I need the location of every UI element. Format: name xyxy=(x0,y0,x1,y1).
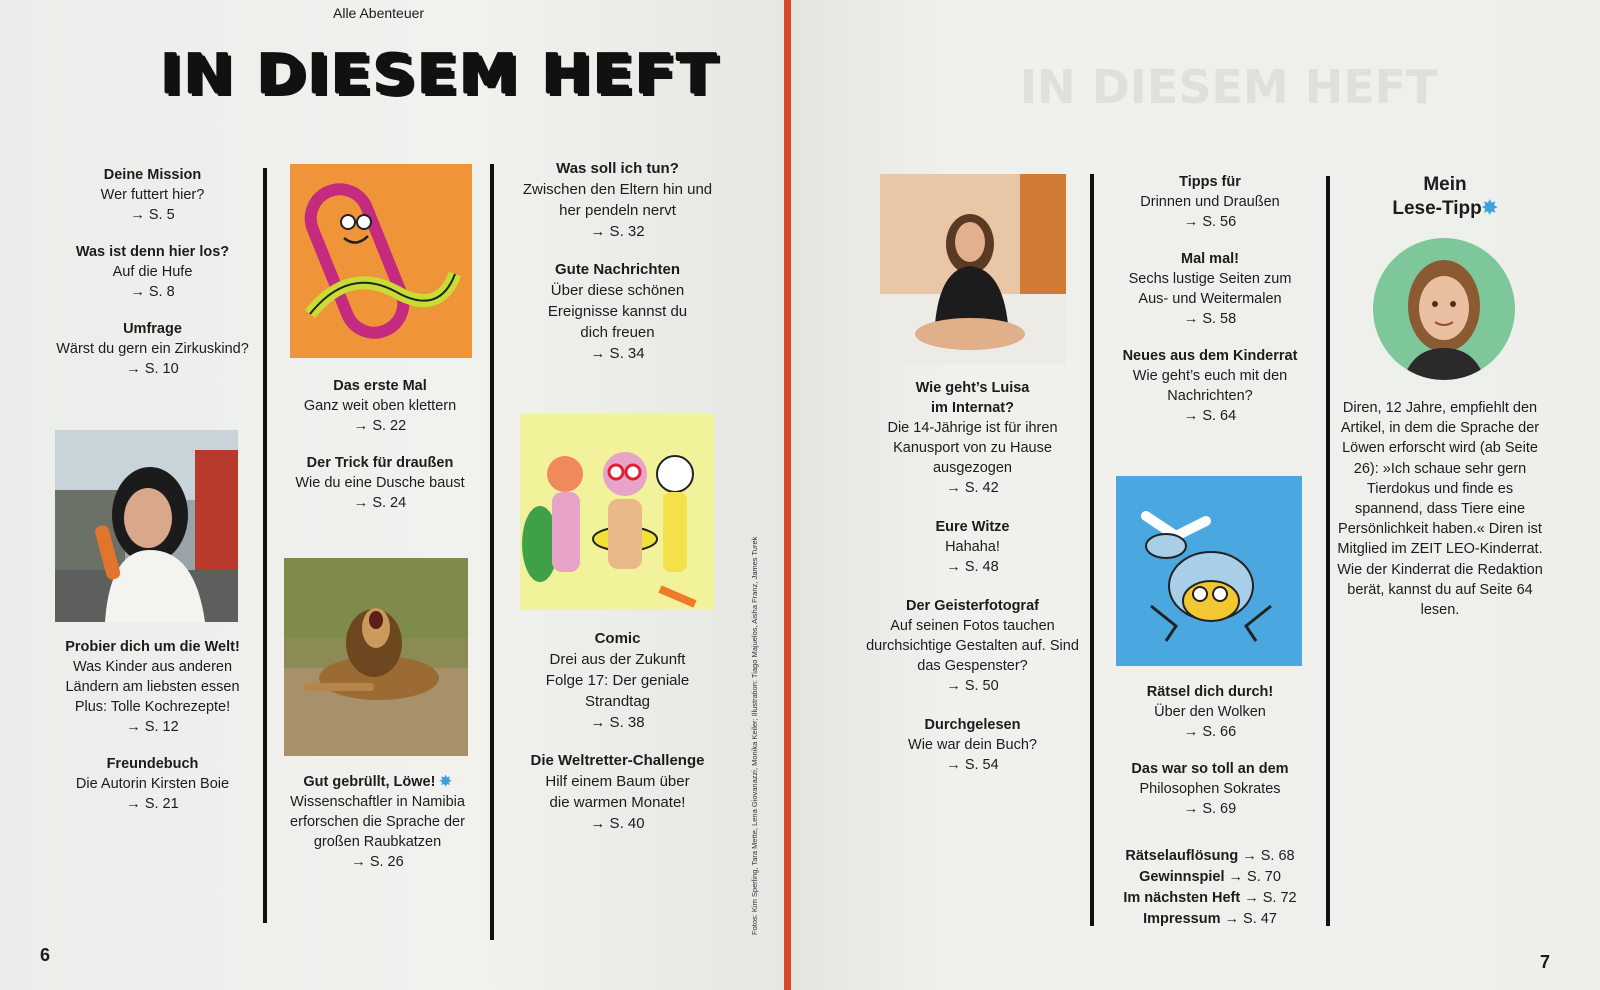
toc-entry[interactable] xyxy=(505,628,730,733)
entry-desc: Drei aus der Zukunft Folge 17: Der geniale Strandtag xyxy=(545,651,690,710)
toc-entry[interactable] xyxy=(275,772,480,872)
entry-desc: Philosophen Sokrates xyxy=(1139,781,1281,797)
entry-title: Comic xyxy=(594,630,641,647)
entry-page: → S. 66 xyxy=(1183,724,1237,740)
entry-page: → S. 21 xyxy=(126,796,179,812)
entry-desc: Wie war dein Buch? xyxy=(908,737,1037,753)
toc-column-2b xyxy=(275,772,480,889)
toc-column-2 xyxy=(280,376,480,530)
toc-entry[interactable] xyxy=(1105,759,1315,819)
photo-lion xyxy=(284,558,468,756)
entry-desc: Die 14-Jährige ist für ihren Kanusport von zu Hause ausgezogen xyxy=(887,420,1058,476)
toc-entry[interactable] xyxy=(1105,346,1315,426)
toc-column-5b xyxy=(1105,682,1315,836)
entry-desc: Wie du eine Dusche baust xyxy=(295,475,465,491)
toc-entry[interactable]: Impressum → S. 47 xyxy=(1143,911,1277,927)
toc-entry[interactable] xyxy=(865,378,1080,498)
entry-title: Eure Witze xyxy=(935,519,1010,535)
entry-title: Umfrage xyxy=(123,321,182,337)
entry-desc: Drinnen und Draußen xyxy=(1140,194,1280,210)
toc-entry[interactable] xyxy=(865,596,1080,696)
toc-entry[interactable] xyxy=(40,637,265,737)
spine xyxy=(784,0,791,990)
entry-page: → S. 10 xyxy=(126,361,179,377)
entry-title: Rätsel dich durch! xyxy=(1146,684,1274,700)
entry-title: Der Geisterfotograf xyxy=(906,598,1039,614)
toc-entry[interactable] xyxy=(505,750,730,834)
toc-entry[interactable] xyxy=(40,319,265,379)
avatar-diren xyxy=(1373,238,1515,380)
entry-desc: Auf die Hufe xyxy=(112,264,193,280)
entry-desc: Über den Wolken xyxy=(1154,704,1266,720)
entry-title: Neues aus dem Kinderrat xyxy=(1122,348,1298,364)
entry-page: → S. 26 xyxy=(351,854,404,870)
entry-desc: Wer futtert hier? xyxy=(100,187,205,203)
entry-page: → S. 24 xyxy=(353,495,407,511)
toc-entry[interactable] xyxy=(505,158,730,242)
toc-column-5c xyxy=(1100,846,1320,930)
toc-column-1 xyxy=(40,165,265,396)
toc-entry[interactable] xyxy=(1105,172,1315,232)
page-number-right: 7 xyxy=(1540,952,1551,972)
entry-desc: Wie geht’s euch mit den Nachrichten? xyxy=(1132,368,1288,404)
reading-tip-body: Diren, 12 Jahre, empfiehlt den Artikel, in dem die Sprache der Löwen erforscht wird (ab Seite 26): »Ich schaue sehr gern Tierdokus und finde es spannend, dass Tiere eine Persönlichkeit haben.« Diren ist Mitglied im ZEIT LEO-Kinderrat. Wie der Kinderrat die Redaktion berät, kannst du auf Seite 64 lesen. xyxy=(1337,400,1543,619)
toc-entry[interactable]: Rätselauflösung → S. 68 xyxy=(1125,848,1295,864)
entry-title: Was ist denn hier los? xyxy=(75,244,230,260)
toc-entry[interactable] xyxy=(1105,682,1315,742)
entry-title: Durchgelesen xyxy=(924,717,1021,733)
entry-desc: Sechs lustige Seiten zum Aus- und Weitermalen xyxy=(1128,271,1292,307)
entry-page: → S. 58 xyxy=(1183,311,1237,327)
entry-page: → S. 48 xyxy=(946,559,999,575)
toc-entry[interactable] xyxy=(865,517,1080,577)
entry-desc: Hahaha! xyxy=(945,539,1000,555)
entry-page: → S. 32 xyxy=(590,223,645,240)
toc-entry[interactable] xyxy=(40,754,265,814)
toc-column-3 xyxy=(505,158,730,381)
column-divider xyxy=(263,168,267,923)
entry-desc: Die Autorin Kirsten Boie xyxy=(75,776,230,792)
toc-entry[interactable] xyxy=(280,453,480,513)
illustration-diver xyxy=(1116,476,1302,666)
entry-page: → S. 50 xyxy=(946,678,999,694)
column-divider xyxy=(1090,174,1094,926)
entry-desc: Auf seinen Fotos tauchen durchsichtige Gestalten auf. Sind das Gespenster? xyxy=(866,618,1079,674)
toc-column-5 xyxy=(1105,172,1315,443)
reading-tip xyxy=(1345,173,1545,221)
entry-title: Mal mal! xyxy=(1180,251,1239,267)
entry-page: → S. 40 xyxy=(590,815,645,832)
entry-desc: Was Kinder aus anderen Ländern am liebsten essen Plus: Tolle Kochrezepte! xyxy=(65,659,240,715)
entry-title: Freundebuch xyxy=(106,756,199,772)
toc-entry[interactable]: Im nächsten Heft → S. 72 xyxy=(1123,890,1297,906)
entry-desc: Zwischen den Eltern hin und her pendeln nervt xyxy=(522,181,713,219)
entry-desc: Über diese schönen Ereignisse kannst du dich freuen xyxy=(547,282,688,341)
entry-title: Probier dich um die Welt! xyxy=(65,639,240,655)
entry-title: Das erste Mal xyxy=(333,378,427,394)
toc-column-1b xyxy=(40,637,265,831)
toc-entry[interactable] xyxy=(40,242,265,302)
entry-page: → S. 38 xyxy=(590,714,645,731)
toc-entry[interactable] xyxy=(1105,249,1315,329)
photo-credits: Fotos: Kim Sperling, Tara Mette, Lena Giovanazzi, Monika Keiler; Illustration: Tiago Majuelos, Aisha Franz, James Turek xyxy=(750,536,759,935)
section-kicker: Alle Abenteuer xyxy=(333,5,425,21)
photo-girl-eating xyxy=(55,430,238,622)
entry-title: Gute Nachrichten xyxy=(554,261,681,278)
photo-luisa xyxy=(880,174,1066,364)
star-icon: ✸ xyxy=(439,774,452,790)
page-title: IN DIESEM HEFT xyxy=(160,42,719,108)
toc-column-4 xyxy=(865,378,1080,792)
toc-entry[interactable] xyxy=(40,165,265,225)
illustration-comic-beach xyxy=(520,414,714,610)
entry-desc: Wissenschaftler in Namibia erforschen die Sprache der großen Raubkatzen xyxy=(290,794,465,850)
column-divider xyxy=(490,164,494,940)
entry-page: → S. 12 xyxy=(126,719,179,735)
entry-page: → S. 54 xyxy=(946,757,999,773)
entry-title: Wie geht’s Luisa im Internat? xyxy=(915,380,1030,416)
column-divider xyxy=(1326,176,1330,926)
toc-entry[interactable]: Gewinnspiel → S. 70 xyxy=(1139,869,1281,885)
illustration-carabiner xyxy=(290,164,472,358)
entry-page: → S. 8 xyxy=(130,284,175,300)
page-number-left: 6 xyxy=(40,945,51,965)
entry-page: → S. 64 xyxy=(1183,408,1237,424)
entry-desc: Wärst du gern ein Zirkuskind? xyxy=(56,341,249,357)
entry-page: → S. 34 xyxy=(590,345,645,362)
toc-column-3b xyxy=(505,628,730,851)
reading-tip-title: Mein Lese-Tipp✸ xyxy=(1392,174,1498,219)
toc-entry[interactable] xyxy=(865,715,1080,775)
entry-title: Gut gebrüllt, Löwe! xyxy=(303,774,436,790)
entry-title: Die Weltretter-Challenge xyxy=(530,752,705,769)
star-icon: ✸ xyxy=(1481,198,1498,219)
entry-title: Deine Mission xyxy=(103,167,202,183)
toc-entry[interactable] xyxy=(280,376,480,436)
entry-desc: Ganz weit oben klettern xyxy=(303,398,457,414)
entry-desc: Hilf einem Baum über die warmen Monate! xyxy=(545,773,690,811)
entry-title: Tipps für xyxy=(1179,174,1241,190)
entry-page: → S. 22 xyxy=(353,418,407,434)
show-through-title: IN DIESEM HEFT xyxy=(1020,60,1438,114)
entry-page: → S. 69 xyxy=(1183,801,1237,817)
entry-title: Der Trick für draußen xyxy=(306,455,454,471)
entry-page: → S. 42 xyxy=(946,480,999,496)
entry-title: Das war so toll an dem xyxy=(1131,761,1289,777)
entry-page: → S. 56 xyxy=(1183,214,1237,230)
entry-title: Was soll ich tun? xyxy=(556,160,679,177)
entry-page: → S. 5 xyxy=(130,207,175,223)
toc-entry[interactable] xyxy=(505,259,730,364)
